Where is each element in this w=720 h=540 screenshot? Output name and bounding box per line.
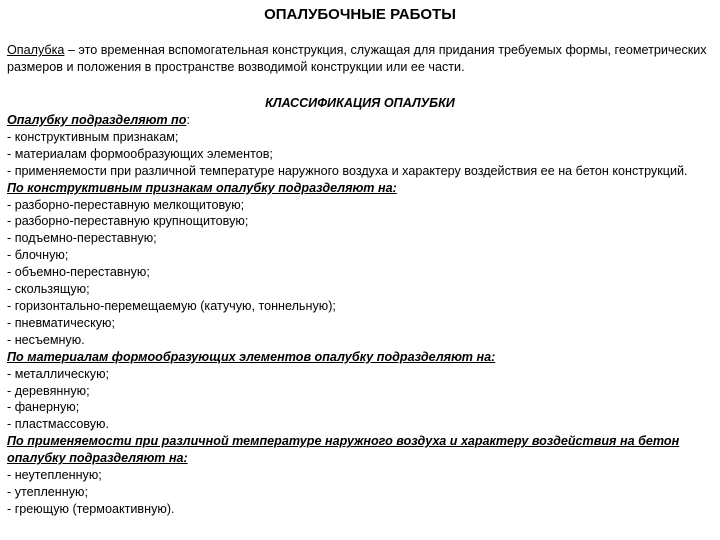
list-item: - горизонтально-перемещаемую (катучую, тоннельную); [7, 298, 336, 313]
intro-paragraph [7, 42, 713, 76]
section-heading-materials: По материалам формообразующих элементов опалубку подразделяют на: [7, 349, 496, 364]
term-formwork: Опалубка [7, 43, 65, 57]
list-item: - разборно-переставную крупнощитовую; [7, 214, 249, 229]
list-item: - утепленную; [7, 484, 88, 499]
section-heading-general: Опалубку подразделяют по: [7, 113, 190, 127]
list-item: - неутепленную; [7, 468, 102, 483]
list-item: - блочную; [7, 248, 69, 263]
list-item: - греющую (термоактивную). [7, 501, 175, 516]
list-item: - скользящую; [7, 282, 90, 297]
list-item: - металлическую; [7, 366, 110, 381]
list-item: - подъемно-переставную; [7, 231, 157, 246]
list-item: - объемно-переставную; [7, 265, 150, 280]
term-definition: – это временная вспомогательная конструкция, служащая для придания требуемых формы, геометрических размеров и положения в пространстве возводимой конструкции или ее части. [7, 43, 707, 74]
section-heading-temperature: По применяемости при различной температуре наружного воздуха и характеру воздействия на бетон опалубку подразделяют на: [7, 434, 680, 466]
list-item: - деревянную; [7, 383, 90, 398]
list-item: - пластмассовую. [7, 417, 109, 432]
list-item: - фанерную; [7, 400, 80, 415]
list-item: - конструктивным признакам; [7, 129, 179, 144]
list-item: - применяемости при различной температуре наружного воздуха и характеру воздействия ее на бетон конструкций. [7, 163, 688, 178]
page-title: ОПАЛУБОЧНЫЕ РАБОТЫ [264, 6, 456, 23]
list-item: - пневматическую; [7, 315, 115, 330]
list-item: - несъемную. [7, 332, 85, 347]
classification-list [7, 112, 713, 518]
list-item: - материалам формообразующих элементов; [7, 146, 273, 161]
classification-title: КЛАССИФИКАЦИЯ ОПАЛУБКИ [265, 96, 455, 110]
list-item: - разборно-переставную мелкощитовую; [7, 197, 245, 212]
section-heading-constructive: По конструктивным признакам опалубку подразделяют на: [7, 180, 397, 195]
